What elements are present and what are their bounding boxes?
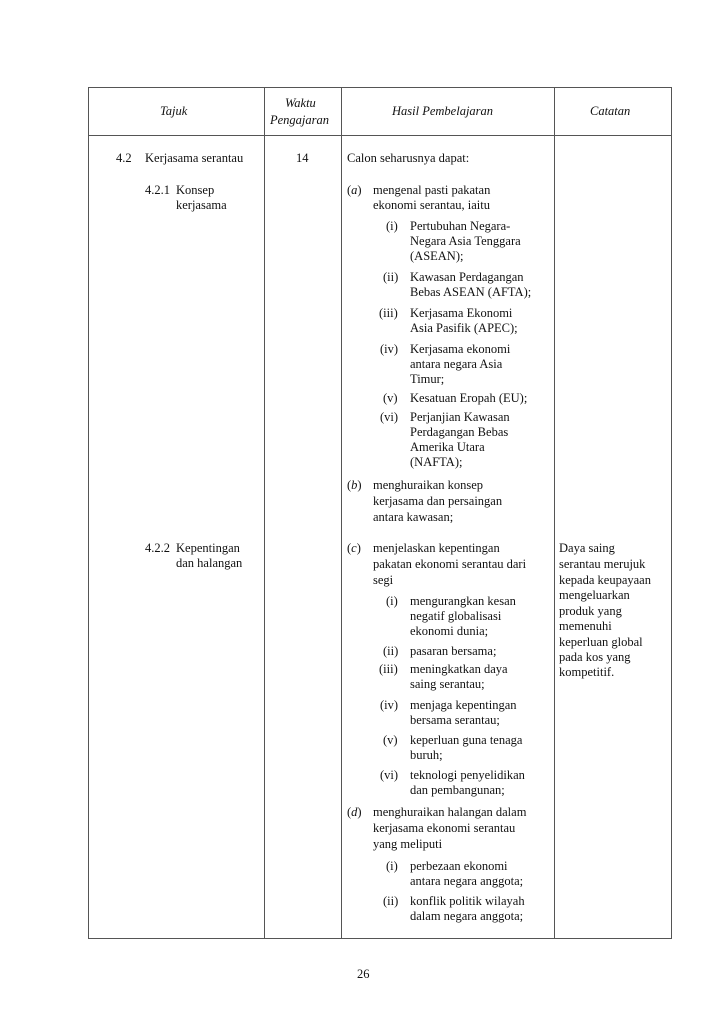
list-item: pasaran bersama;	[410, 644, 497, 658]
list-number: (ii)	[383, 270, 399, 284]
list-item: Timur;	[410, 372, 445, 386]
list-number: (ii)	[383, 894, 399, 908]
list-item: menjaga kepentingan	[410, 698, 517, 712]
list-item: antara negara Asia	[410, 357, 503, 371]
header-catatan: Catatan	[590, 104, 631, 118]
table-col-divider-2	[341, 87, 342, 939]
list-number: (iii)	[379, 306, 398, 320]
list-number: (i)	[386, 594, 398, 608]
list-item: (ASEAN);	[410, 249, 464, 263]
header-waktu: Waktu	[285, 96, 316, 110]
catatan-note: Daya saing	[559, 541, 615, 555]
table-border-right	[671, 87, 672, 939]
list-item: bersama serantau;	[410, 713, 500, 727]
list-item: dalam negara anggota;	[410, 909, 524, 923]
catatan-note: produk yang	[559, 604, 622, 618]
outcome-label: (c)	[347, 541, 361, 555]
outcome-label: (d)	[347, 805, 362, 819]
list-item: Kesatuan Eropah (EU);	[410, 391, 528, 405]
list-item: Pertubuhan Negara-	[410, 219, 511, 233]
outcome-text: menjelaskan kepentingan	[373, 541, 500, 555]
catatan-note: kompetitif.	[559, 665, 615, 679]
list-item: teknologi penyelidikan	[410, 768, 525, 782]
outcome-text: kerjasama ekonomi serantau	[373, 821, 516, 835]
list-item: keperluan guna tenaga	[410, 733, 523, 747]
list-number: (v)	[383, 391, 398, 405]
list-item: Kerjasama ekonomi	[410, 342, 511, 356]
catatan-note: keperluan global	[559, 635, 643, 649]
list-item: Perjanjian Kawasan	[410, 410, 510, 424]
catatan-note: serantau merujuk	[559, 557, 646, 571]
list-item: Bebas ASEAN (AFTA);	[410, 285, 532, 299]
subtopic-number: 4.2.2	[145, 541, 170, 555]
outcome-text: yang meliputi	[373, 837, 443, 851]
list-item: perbezaan ekonomi	[410, 859, 508, 873]
list-item: buruh;	[410, 748, 443, 762]
table-border-bottom	[88, 938, 671, 939]
list-number: (i)	[386, 219, 398, 233]
list-item: (NAFTA);	[410, 455, 463, 469]
list-item: Perdagangan Bebas	[410, 425, 509, 439]
list-item: Kawasan Perdagangan	[410, 270, 524, 284]
list-number: (vi)	[380, 410, 399, 424]
topic-intro: Calon seharusnya dapat:	[347, 151, 470, 165]
header-hasil-pembelajaran: Hasil Pembelajaran	[392, 104, 494, 118]
list-item: Kerjasama Ekonomi	[410, 306, 513, 320]
outcome-label: (a)	[347, 183, 362, 197]
catatan-note: mengeluarkan	[559, 588, 630, 602]
list-item: saing serantau;	[410, 677, 485, 691]
list-number: (iii)	[379, 662, 398, 676]
list-item: Negara Asia Tenggara	[410, 234, 521, 248]
list-number: (v)	[383, 733, 398, 747]
list-item: antara negara anggota;	[410, 874, 524, 888]
topic-hours: 14	[296, 151, 309, 165]
table-border-top	[88, 87, 671, 88]
outcome-text: kerjasama dan persaingan	[373, 494, 503, 508]
list-item: negatif globalisasi	[410, 609, 502, 623]
topic-title: Kerjasama serantau	[145, 151, 244, 165]
subtopic-title: Kepentingan	[176, 541, 240, 555]
list-item: ekonomi dunia;	[410, 624, 489, 638]
outcome-text: pakatan ekonomi serantau dari	[373, 557, 527, 571]
list-item: meningkatkan daya	[410, 662, 508, 676]
table-border-left	[88, 87, 89, 939]
list-item: mengurangkan kesan	[410, 594, 516, 608]
list-number: (vi)	[380, 768, 399, 782]
header-pengajaran: Pengajaran	[270, 113, 330, 127]
catatan-note: kepada keupayaan	[559, 573, 651, 587]
table-col-divider-3	[554, 87, 555, 939]
outcome-text: antara kawasan;	[373, 510, 454, 524]
subtopic-number: 4.2.1	[145, 183, 170, 197]
list-number: (iv)	[380, 698, 399, 712]
outcome-text: menghuraikan halangan dalam	[373, 805, 527, 819]
outcome-text: ekonomi serantau, iaitu	[373, 198, 490, 212]
table-header-divider	[88, 135, 671, 136]
topic-number: 4.2	[116, 151, 132, 165]
list-item: Asia Pasifik (APEC);	[410, 321, 518, 335]
list-item: konflik politik wilayah	[410, 894, 525, 908]
list-item: dan pembangunan;	[410, 783, 505, 797]
page-number: 26	[357, 967, 370, 981]
outcome-text: segi	[373, 573, 394, 587]
subtopic-title: Konsep	[176, 183, 215, 197]
list-item: Amerika Utara	[410, 440, 485, 454]
subtopic-title: kerjasama	[176, 198, 227, 212]
subtopic-title: dan halangan	[176, 556, 243, 570]
outcome-label: (b)	[347, 478, 362, 492]
catatan-note: memenuhi	[559, 619, 612, 633]
table-col-divider-1	[264, 87, 265, 939]
header-tajuk: Tajuk	[160, 104, 188, 118]
catatan-note: pada kos yang	[559, 650, 631, 664]
list-number: (iv)	[380, 342, 399, 356]
outcome-text: menghuraikan konsep	[373, 478, 484, 492]
list-number: (i)	[386, 859, 398, 873]
outcome-text: mengenal pasti pakatan	[373, 183, 491, 197]
list-number: (ii)	[383, 644, 399, 658]
